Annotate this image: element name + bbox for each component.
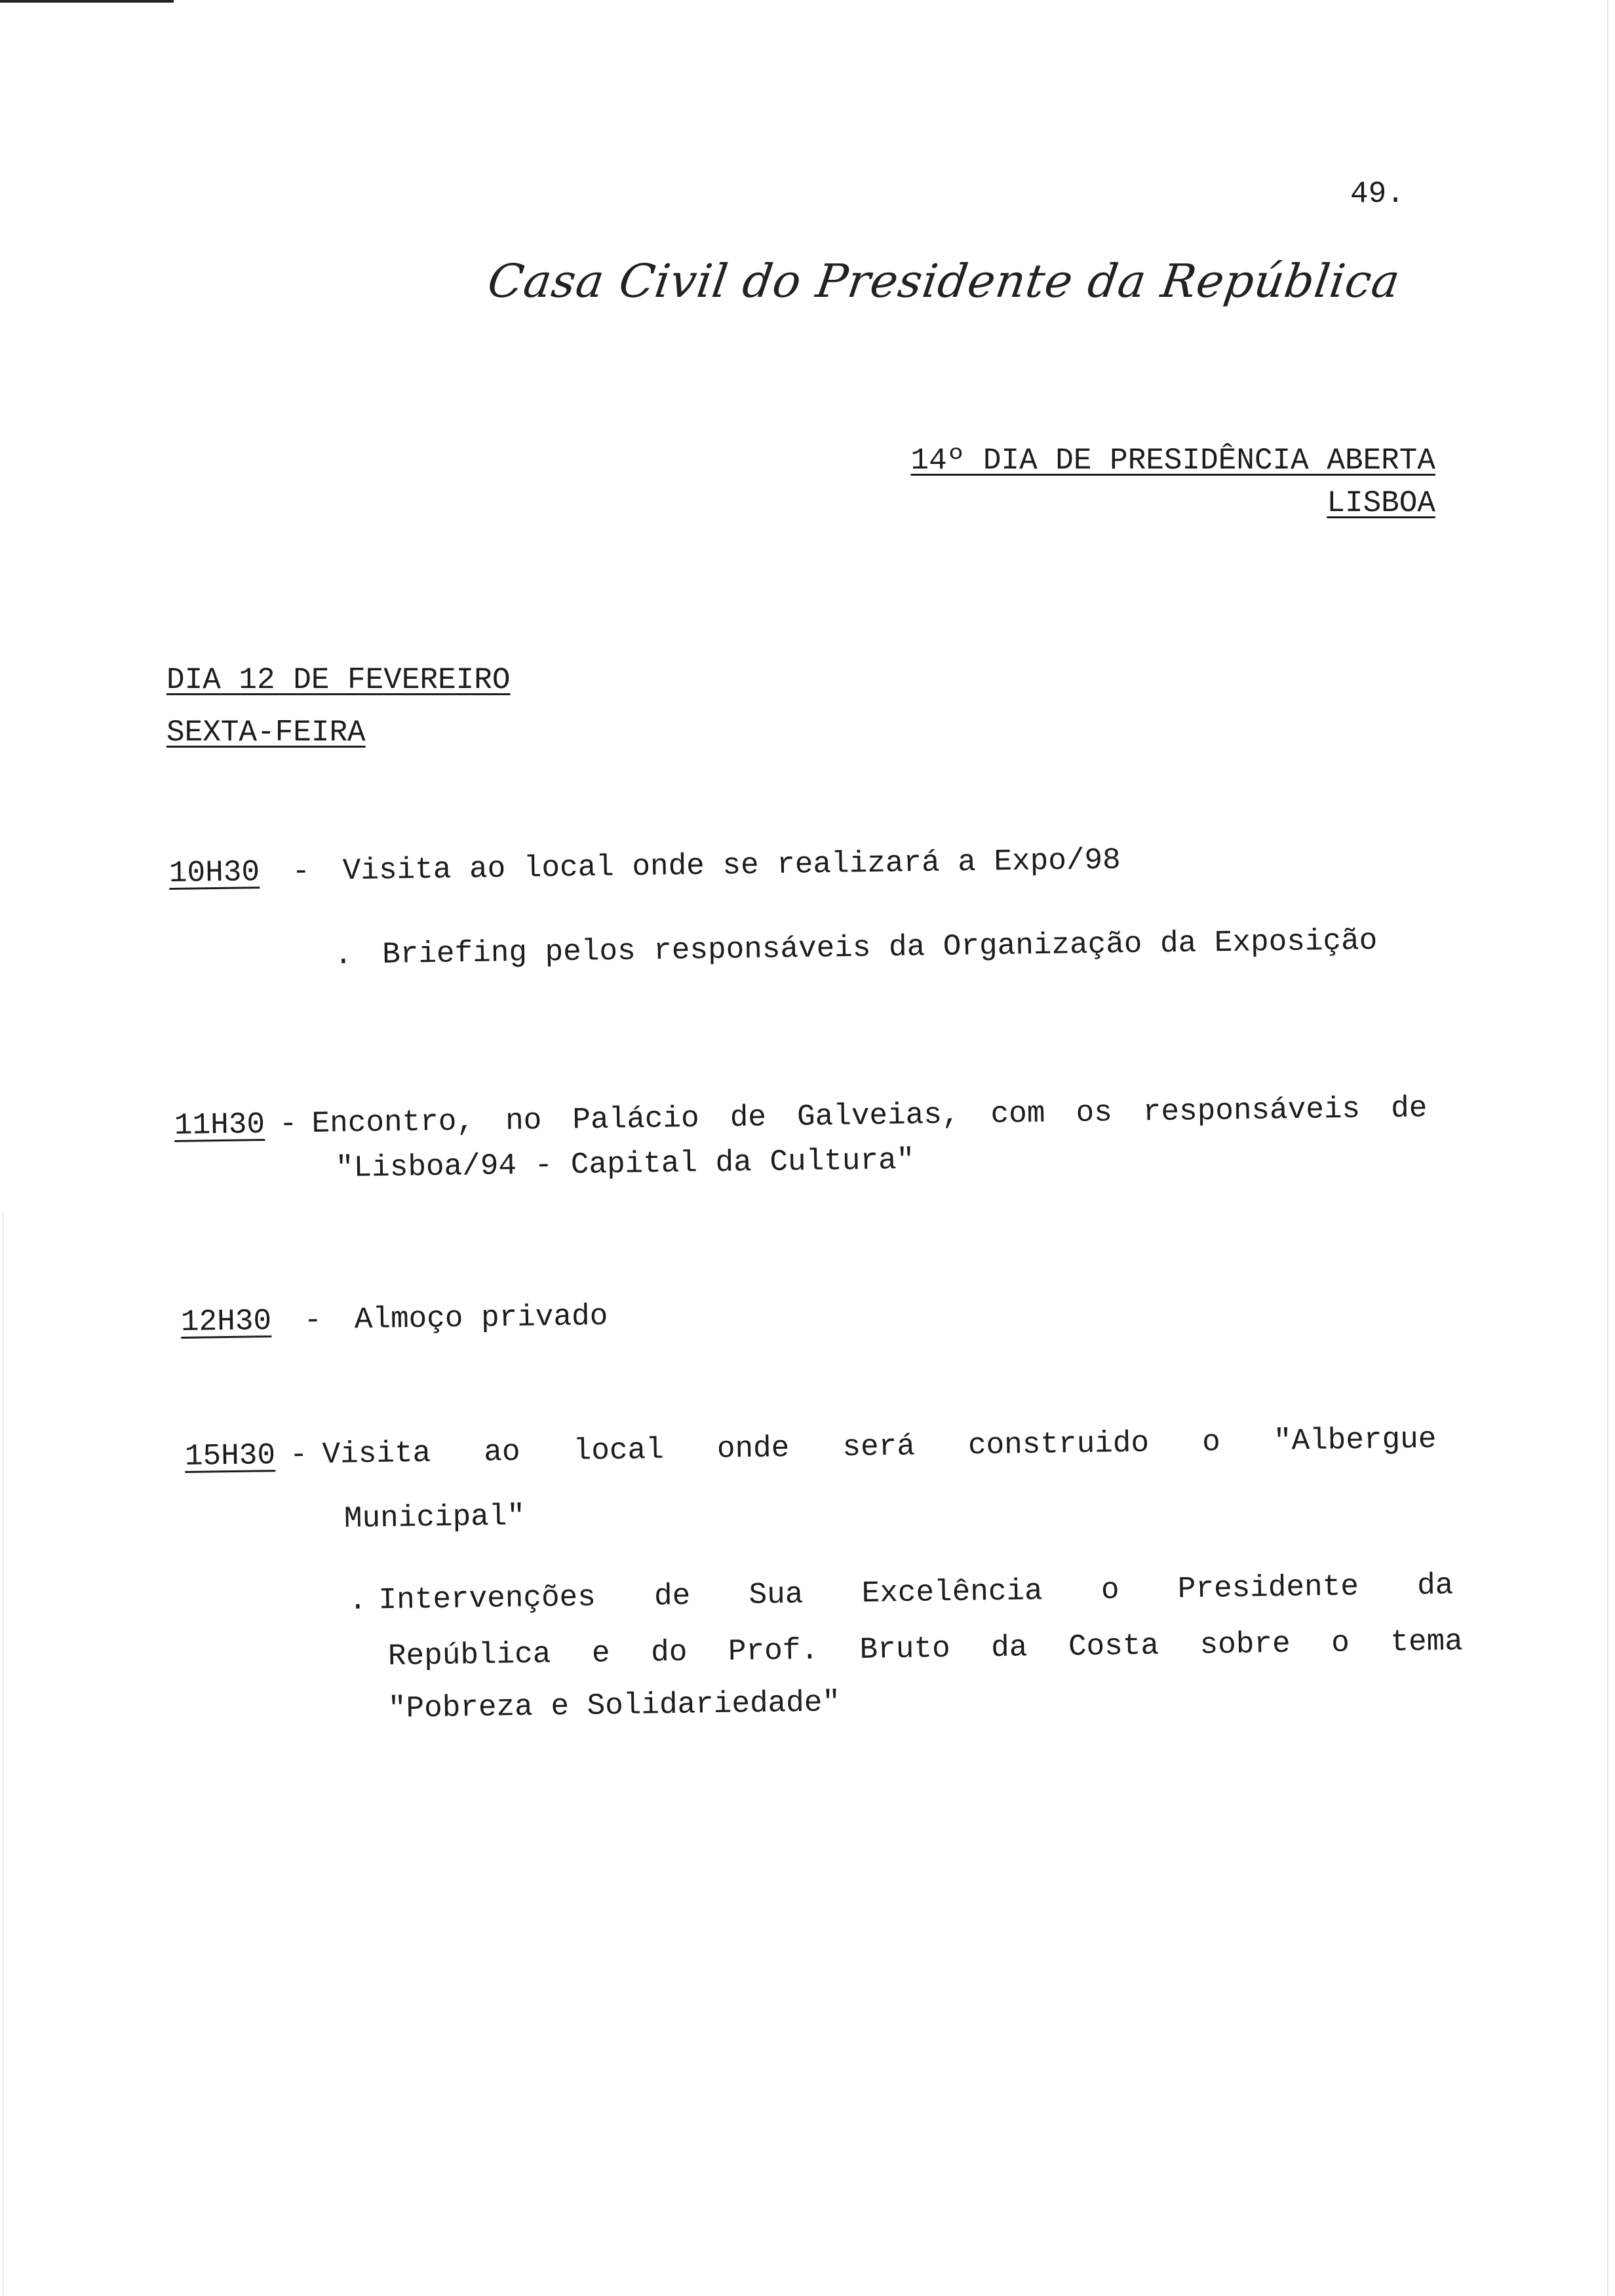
schedule-item-1230 — [181, 1301, 608, 1337]
schedule-text: Almoço privado — [354, 1299, 608, 1337]
word: com — [990, 1096, 1045, 1132]
schedule-item-1030 — [169, 845, 1121, 889]
word: ao — [484, 1434, 520, 1470]
schedule-dash: - — [289, 1438, 308, 1472]
schedule-dash: - — [303, 1303, 322, 1338]
page-number: 49. — [1350, 177, 1405, 211]
word: construido — [967, 1426, 1150, 1463]
bullet-dot: . — [334, 938, 353, 972]
scan-edge-left — [3, 1212, 4, 2296]
schedule-dash: - — [279, 1107, 298, 1141]
schedule-line2-1130: "Lisboa/94 - Capital da Cultura" — [335, 1143, 915, 1185]
word: no — [505, 1103, 542, 1138]
word: e — [591, 1636, 610, 1671]
subitem-justified — [378, 1568, 1454, 1618]
word: Galveias, — [796, 1098, 960, 1134]
word: do — [650, 1635, 688, 1670]
schedule-time: 15H30 — [184, 1438, 276, 1474]
word: Visita — [322, 1436, 431, 1472]
schedule-item-1130 — [174, 1093, 1452, 1141]
weekday-line — [166, 718, 366, 748]
date-line — [166, 665, 511, 695]
schedule-line2-1530: Municipal" — [343, 1499, 526, 1536]
word: República — [387, 1637, 551, 1674]
word: onde — [716, 1431, 790, 1466]
schedule-subitem-1530-line3: "Pobreza e Solidariedade" — [387, 1685, 841, 1726]
word: local — [573, 1432, 665, 1468]
bullet-dot: . — [348, 1583, 367, 1618]
word: tema — [1390, 1624, 1464, 1660]
schedule-time: 11H30 — [174, 1107, 265, 1143]
schedule-subitem-text: Briefing pelos responsáveis da Organização da Exposição — [381, 923, 1378, 972]
letterhead: Casa Civil do Presidente da República — [484, 254, 1404, 308]
word: Bruto — [859, 1632, 950, 1667]
word: Prof. — [728, 1633, 819, 1669]
top-edge-rule — [0, 0, 174, 3]
word: sobre — [1199, 1626, 1291, 1662]
date-weekday: SEXTA-FEIRA — [166, 716, 366, 750]
schedule-subitem-1530-line2 — [388, 1626, 1469, 1672]
word: o — [1201, 1425, 1221, 1460]
header-location-line — [787, 488, 1435, 518]
word: Excelência — [861, 1574, 1043, 1611]
header-title: 14º DIA DE PRESIDÊNCIA ABERTA — [910, 444, 1435, 478]
schedule-text-justified — [311, 1093, 1427, 1139]
schedule-item-1530 — [185, 1424, 1463, 1472]
word: da — [1416, 1568, 1454, 1603]
schedule-time: 10H30 — [168, 855, 260, 890]
word: Costa — [1068, 1628, 1159, 1664]
schedule-text-justified — [322, 1424, 1436, 1470]
word: Palácio — [572, 1101, 700, 1138]
word: será — [842, 1429, 916, 1464]
date-day: DIA 12 DE FEVEREIRO — [166, 663, 511, 697]
schedule-subitem-1530-line1 — [349, 1570, 1469, 1616]
word: o — [1331, 1626, 1350, 1660]
schedule-subitem-1030 — [334, 923, 1378, 972]
word: Presidente — [1177, 1569, 1359, 1607]
schedule-time: 12H30 — [180, 1304, 272, 1339]
word: Encontro, — [311, 1104, 475, 1141]
word: de — [1390, 1091, 1428, 1126]
word: Sua — [749, 1577, 804, 1613]
subitem-justified — [388, 1626, 1463, 1672]
word: da — [990, 1630, 1028, 1666]
header-location: LISBOA — [1327, 486, 1435, 520]
word: de — [730, 1100, 767, 1136]
schedule-dash: - — [292, 854, 311, 889]
word: o — [1100, 1573, 1119, 1607]
word: os — [1076, 1096, 1113, 1130]
word: de — [653, 1578, 691, 1614]
word: Intervenções — [378, 1580, 596, 1618]
word: "Albergue — [1273, 1422, 1437, 1459]
header-title-line — [787, 446, 1435, 476]
schedule-text: Visita ao local onde se realizará a Expo/98 — [342, 843, 1121, 889]
scan-edge-right — [1607, 0, 1608, 2296]
word: responsáveis — [1142, 1092, 1361, 1130]
